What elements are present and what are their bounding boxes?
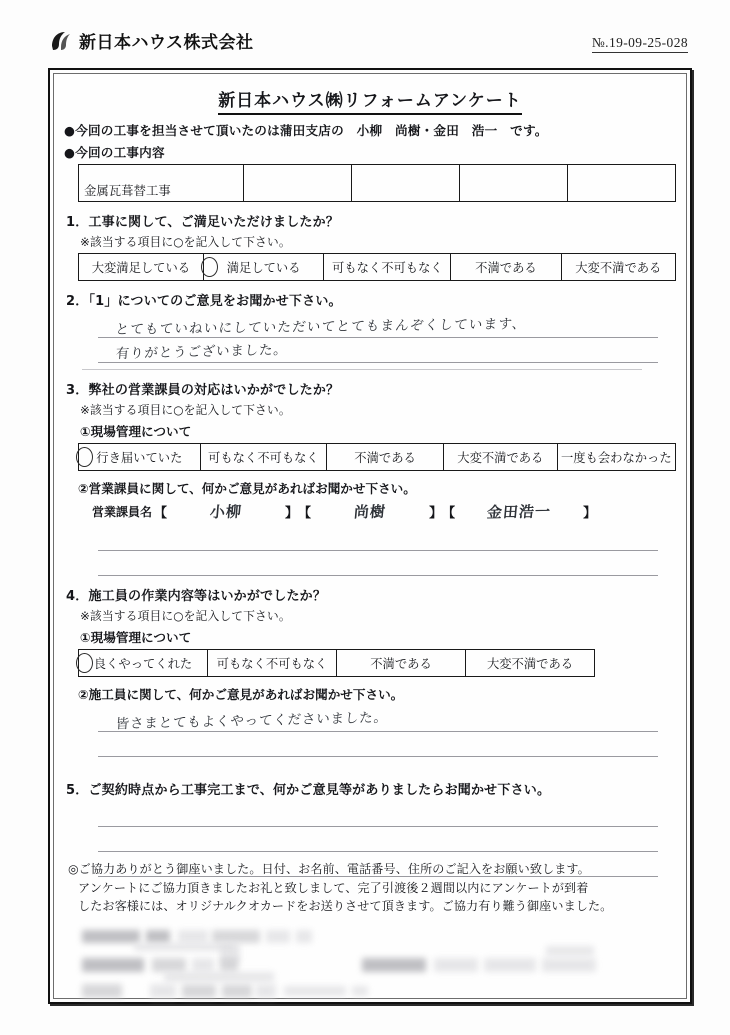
question-1-options-table bbox=[78, 253, 676, 281]
handwritten-answer: とてもていねいにしていただいてとてもまんぞくしています、 bbox=[114, 316, 528, 338]
q4-option-0[interactable] bbox=[79, 650, 208, 677]
form-frame bbox=[48, 68, 692, 1004]
staff-name-field-2[interactable]: 【 尚樹 】 bbox=[298, 501, 442, 522]
question-4-sub2-label: ②施工員に関して、何かご意見があればお聞かせ下さい。 bbox=[78, 687, 404, 702]
question-3-options-table bbox=[78, 443, 676, 471]
q3-option-0[interactable] bbox=[79, 444, 201, 471]
handwritten-answer: 皆さまとてもよくやってくださいました。 bbox=[115, 709, 389, 733]
work-cell-2[interactable] bbox=[243, 165, 351, 202]
question-4-sub1-label: ①現場管理について bbox=[80, 630, 192, 645]
page-header bbox=[48, 26, 688, 62]
question-4-answer-area bbox=[98, 707, 676, 757]
q3-option-2[interactable]: 不満である bbox=[327, 444, 444, 471]
question-2-heading: 2．「1」についてのご意見をお聞かせ下さい。 bbox=[66, 294, 342, 309]
intro-line: ●今回の工事を担当させて頂いたのは蒲田支店の 小柳 尚樹・金田 浩一 です。 bbox=[64, 123, 548, 138]
question-3-heading: 3．弊社の営業課員の対応はいかがでしたか？ bbox=[66, 383, 340, 398]
staff-name-label: 営業課員名 bbox=[92, 505, 153, 519]
handwritten-answer: 有りがとうございました。 bbox=[115, 341, 289, 363]
staff-name-value: 尚樹 bbox=[353, 502, 387, 522]
q1-option-1-label: 満足している bbox=[226, 261, 301, 275]
q1-option-3[interactable]: 不満である bbox=[451, 254, 561, 281]
table-row bbox=[79, 254, 676, 281]
table-row bbox=[79, 444, 676, 471]
q3-option-3[interactable]: 大変不満である bbox=[444, 444, 558, 471]
question-3-note: ※該当する項目に○を記入して下さい。 bbox=[80, 403, 291, 417]
work-content-heading: ●今回の工事内容 bbox=[64, 145, 165, 160]
work-content-table bbox=[78, 164, 676, 202]
table-row bbox=[79, 165, 676, 202]
staff-name-value: 金田浩一 bbox=[486, 502, 552, 522]
work-cell-1[interactable]: 金属瓦葺替工事 bbox=[79, 165, 244, 202]
circle-mark-icon bbox=[76, 447, 93, 467]
answer-line[interactable] bbox=[98, 526, 658, 551]
question-3-sub1-label: ①現場管理について bbox=[80, 424, 192, 439]
footer-notice bbox=[68, 860, 674, 916]
answer-line[interactable] bbox=[98, 732, 658, 757]
staff-name-field-1[interactable]: 【 小柳 】 bbox=[154, 501, 298, 522]
question-3-answer-area bbox=[98, 526, 676, 576]
staff-name-row bbox=[92, 501, 676, 522]
q1-option-4[interactable]: 大変不満である bbox=[561, 254, 675, 281]
answer-line[interactable] bbox=[98, 707, 658, 732]
question-1-note: ※該当する項目に○を記入して下さい。 bbox=[80, 235, 291, 249]
answer-line[interactable] bbox=[98, 802, 658, 827]
q4-option-2[interactable]: 不満である bbox=[337, 650, 466, 677]
q1-option-1[interactable] bbox=[203, 254, 324, 281]
question-4-note: ※該当する項目に○を記入して下さい。 bbox=[80, 609, 291, 623]
question-3-sub2-label: ②営業課員に関して、何かご意見があればお聞かせ下さい。 bbox=[78, 481, 416, 496]
q4-option-0-label: 良くやってくれた bbox=[93, 657, 193, 671]
work-cell-5[interactable] bbox=[567, 165, 675, 202]
footer-line-3: したお客様には、オリジナルクオカードをお送りさせて頂きます。ご協力有り難う御座いました。 bbox=[78, 899, 613, 914]
section-divider bbox=[82, 369, 642, 370]
q3-option-1[interactable]: 可もなく不可もなく bbox=[200, 444, 326, 471]
circle-mark-icon bbox=[76, 653, 93, 673]
work-cell-3[interactable] bbox=[351, 165, 459, 202]
question-4-options-table bbox=[78, 649, 595, 677]
answer-line[interactable] bbox=[98, 551, 658, 576]
table-row bbox=[79, 650, 595, 677]
question-4-heading: 4．施工員の作業内容等はいかがでしたか？ bbox=[66, 589, 327, 604]
redacted-personal-info bbox=[70, 928, 662, 1002]
swoosh-logo-icon bbox=[48, 29, 74, 53]
page-title bbox=[64, 86, 676, 111]
answer-line[interactable] bbox=[98, 827, 658, 852]
question-5-heading: 5．ご契約時点から工事完工まで、何かご意見等がありましたらお聞かせ下さい。 bbox=[66, 783, 551, 798]
work-cell-4[interactable] bbox=[459, 165, 567, 202]
footer-line-2: アンケートにご協力頂きましたお礼と致しまして、完了引渡後２週間以内にアンケートが到着 bbox=[78, 880, 589, 895]
question-2-answer-area bbox=[98, 313, 676, 363]
q4-option-1[interactable]: 可もなく不可もなく bbox=[208, 650, 337, 677]
circle-mark-icon bbox=[201, 257, 218, 277]
staff-name-value: 小柳 bbox=[209, 502, 243, 522]
q3-option-0-label: 行き届いていた bbox=[96, 451, 183, 465]
company-logo bbox=[48, 28, 254, 53]
q1-option-2[interactable]: 可もなく不可もなく bbox=[324, 254, 451, 281]
document-number: №.19-09-25-028 bbox=[592, 35, 688, 53]
q4-option-3[interactable]: 大変不満である bbox=[466, 650, 595, 677]
footer-line-1: ◎ご協力ありがとう御座いました。日付、お名前、電話番号、住所のご記入をお願い致します。 bbox=[68, 862, 590, 876]
staff-name-field-3[interactable]: 【 金田浩一 】 bbox=[442, 501, 596, 522]
company-name: 新日本ハウス株式会社 bbox=[79, 33, 254, 53]
q3-option-4[interactable]: 一度も会わなかった bbox=[557, 444, 675, 471]
q1-option-0[interactable]: 大変満足している bbox=[79, 254, 204, 281]
question-1-heading: 1．工事に関して、ご満足いただけましたか？ bbox=[66, 215, 339, 230]
page-title-text: 新日本ハウス㈱リフォームアンケート bbox=[218, 91, 522, 115]
form-content bbox=[50, 70, 690, 1002]
answer-line[interactable] bbox=[98, 313, 658, 338]
answer-line[interactable] bbox=[98, 338, 658, 363]
